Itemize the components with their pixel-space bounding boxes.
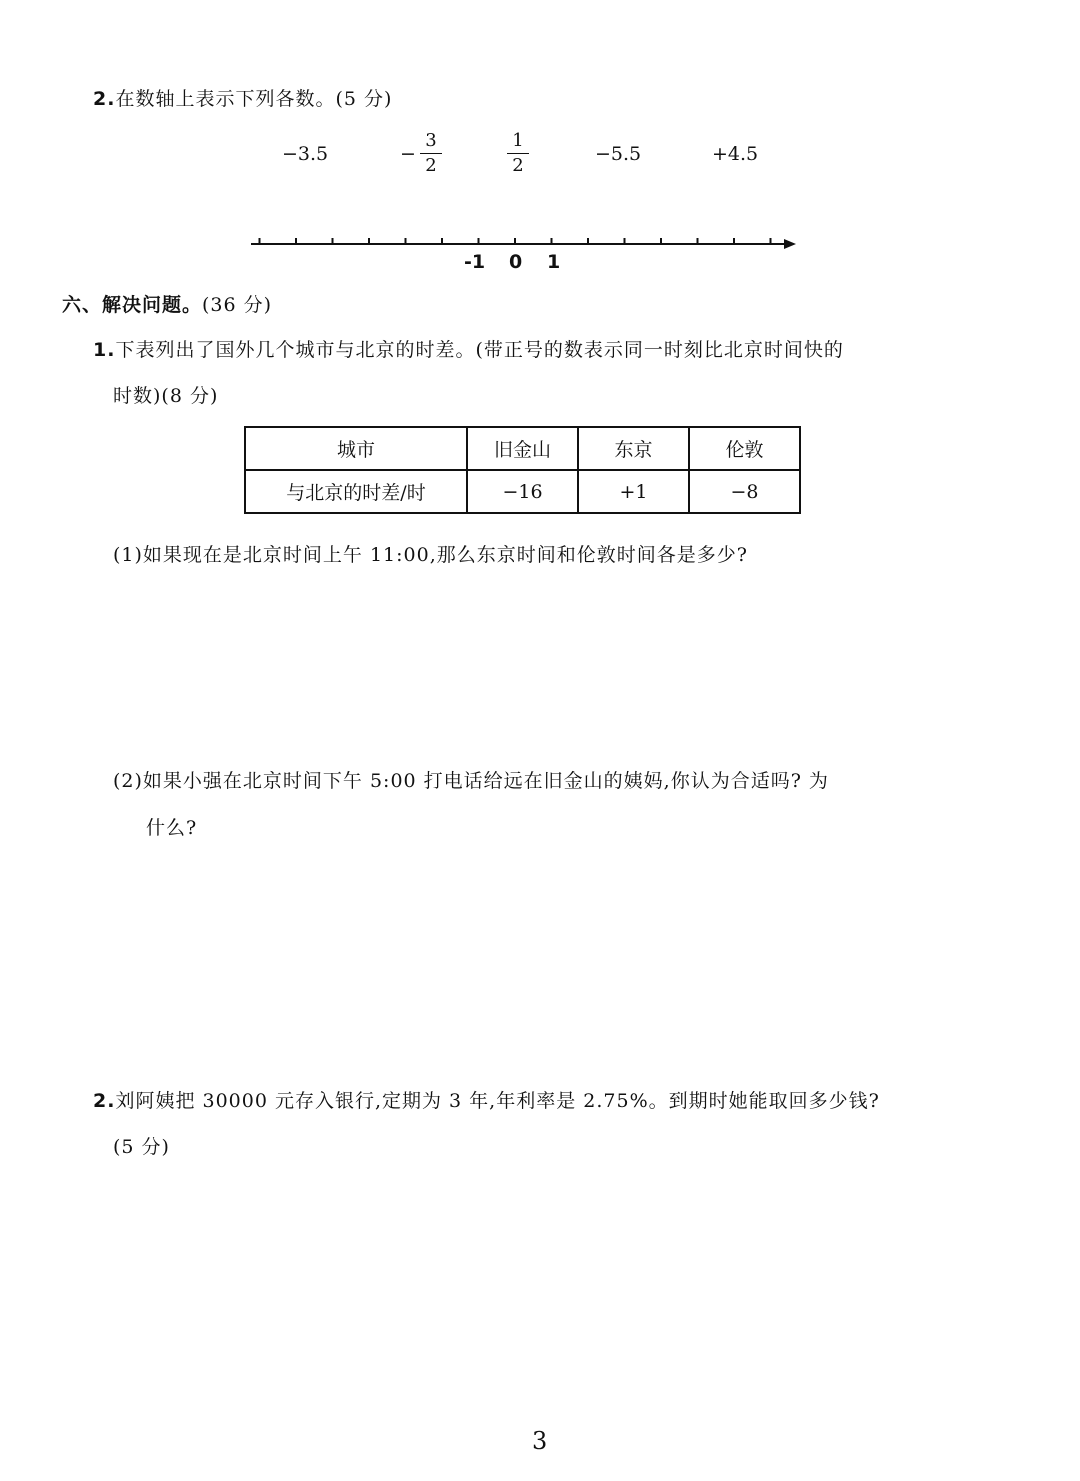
axis-arrow — [784, 239, 796, 249]
header-city: 城市 — [245, 427, 467, 470]
p2-line1 — [93, 1086, 880, 1113]
value-neg-3-5: −3.5 — [282, 143, 329, 165]
section6-heading: 六、解决问题。 — [62, 294, 203, 316]
number-line — [0, 225, 1080, 255]
section6-score: (36 分) — [202, 294, 273, 316]
axis-label-pos1: 1 — [547, 251, 561, 273]
sub-question-2-line1: (2)如果小强在北京时间下午 5:00 打电话给远在旧金山的姨妈,你认为合适吗? 为 — [113, 770, 829, 792]
q2-number: 2. — [93, 88, 116, 110]
q2-title — [93, 84, 392, 111]
sub-question-1: (1)如果现在是北京时间上午 11:00,那么东京时间和伦敦时间各是多少? — [113, 544, 748, 566]
value-neg-frac-sign: − — [400, 143, 416, 165]
axis-label-zero: 0 — [509, 251, 523, 273]
sub-question-2-line2: 什么? — [146, 817, 198, 839]
p2-number: 2. — [93, 1090, 116, 1112]
section6-title — [62, 290, 272, 317]
fraction-bar — [507, 153, 529, 154]
value-neg-three-halves — [420, 130, 442, 177]
page-number: 3 — [532, 1427, 548, 1455]
cell-tokyo: +1 — [578, 470, 689, 513]
frac-numerator: 1 — [512, 130, 524, 151]
frac-denominator: 2 — [512, 155, 524, 176]
p2-text: 刘阿姨把 30000 元存入银行,定期为 3 年,年利率是 2.75%。到期时她能取回多少钱? — [115, 1090, 880, 1112]
frac-denominator: 2 — [425, 155, 437, 176]
axis-label-neg1: -1 — [464, 251, 486, 273]
cell-london: −8 — [689, 470, 800, 513]
value-neg-5-5: −5.5 — [595, 143, 642, 165]
p1-text: 下表列出了国外几个城市与北京的时差。(带正号的数表示同一时刻比北京时间快的 — [115, 339, 844, 361]
value-pos-4-5: +4.5 — [712, 143, 759, 165]
header-london: 伦敦 — [689, 427, 800, 470]
p1-line2: 时数)(8 分) — [113, 385, 219, 407]
q2-text: 在数轴上表示下列各数。(5 分) — [115, 88, 393, 110]
p1-line1 — [93, 335, 844, 362]
row-label: 与北京的时差/时 — [245, 470, 467, 513]
table-row — [245, 470, 800, 513]
p1-number: 1. — [93, 339, 116, 361]
fraction-bar — [420, 153, 442, 154]
cell-san-francisco: −16 — [467, 470, 578, 513]
header-san-francisco: 旧金山 — [467, 427, 578, 470]
p2-line2: (5 分) — [113, 1136, 170, 1158]
frac-numerator: 3 — [425, 130, 437, 151]
header-tokyo: 东京 — [578, 427, 689, 470]
value-one-half — [507, 130, 529, 177]
table-header-row — [245, 427, 800, 470]
time-difference-table — [244, 426, 801, 514]
